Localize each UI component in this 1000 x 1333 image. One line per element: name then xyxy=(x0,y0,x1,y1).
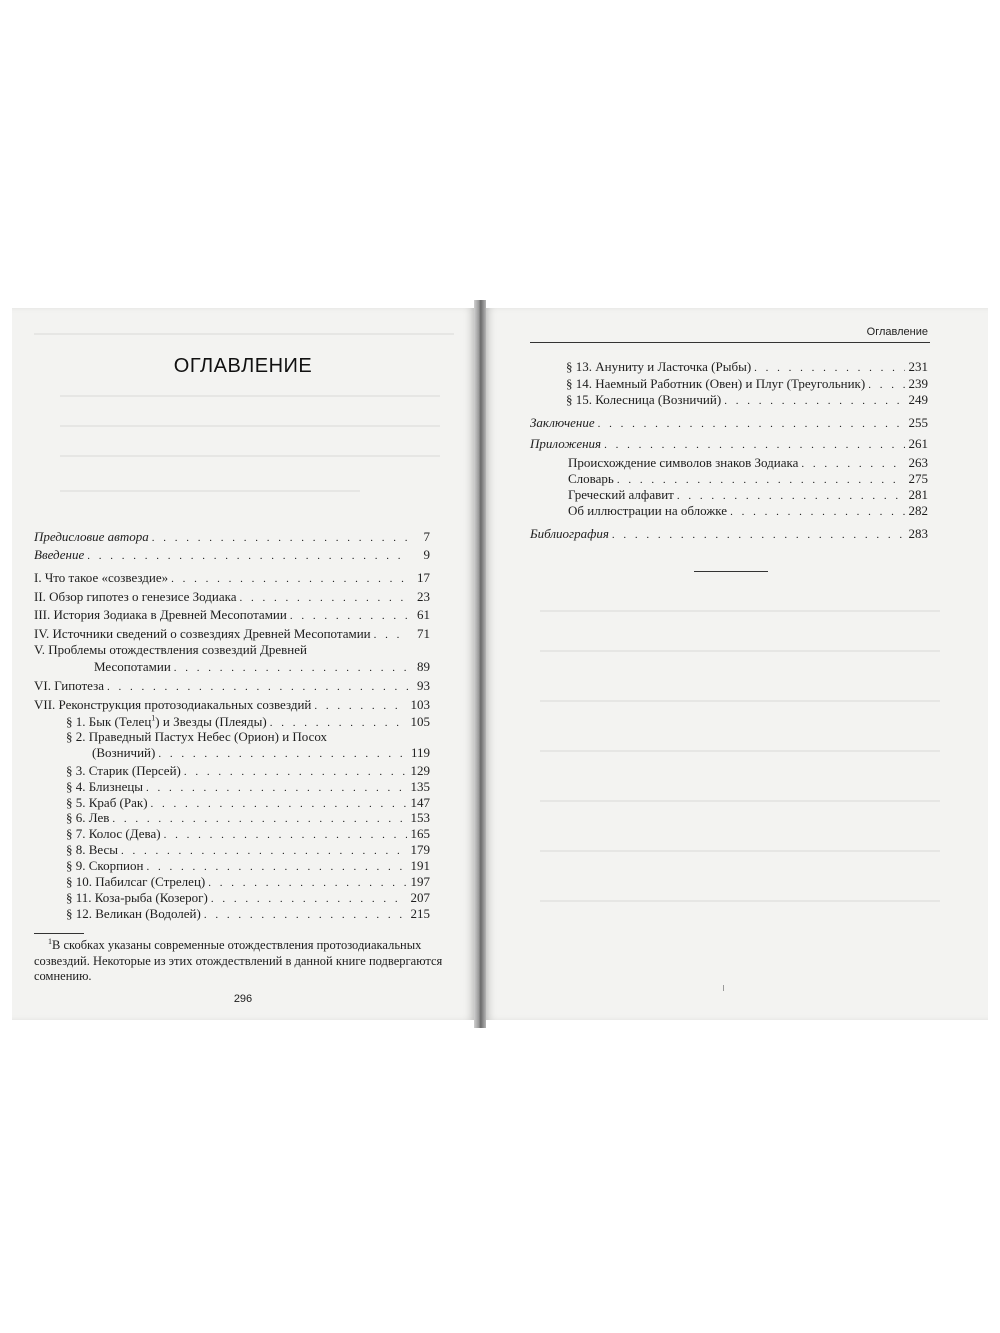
footnote-ref: 1 xyxy=(151,713,156,723)
toc-entry: Словарь . . . 275 xyxy=(568,471,928,488)
footnote-text: В скобках указаны современные отождествления протозодиакальных созвездий. Некоторые из этих отождествлений в данной книге подвергаются сомнению. xyxy=(34,938,443,983)
toc-entry: § 13. Ануниту и Ласточка (Рыбы) . . . 231 xyxy=(566,359,928,376)
footnote xyxy=(34,938,444,985)
toc-entry: § 10. Пабилсаг (Стрелец) . . . 197 xyxy=(66,874,430,891)
footnote-mark: 1 xyxy=(48,936,52,946)
toc-entry: I. Что такое «созвездие» . . . 17 xyxy=(34,570,430,587)
toc-entry: II. Обзор гипотез о генезисе Зодиака . . . 23 xyxy=(34,589,430,606)
toc-entry: VII. Реконструкция протозодиакальных созвездий . . . 103 xyxy=(34,697,430,714)
page-number: 296 xyxy=(233,993,253,1005)
toc-entry: § 1. Бык (Телец$^1$) и Звезды (Плеяды) . . . 105 xyxy=(66,714,430,731)
toc-entry: § 9. Скорпион . . . 191 xyxy=(66,858,430,875)
book-spine xyxy=(474,300,486,1028)
show-through xyxy=(540,850,940,852)
show-through xyxy=(60,490,360,492)
show-through xyxy=(540,800,940,802)
show-through xyxy=(540,750,940,752)
footnote-rule xyxy=(34,933,84,934)
toc-entry: III. История Зодиака в Древней Месопотамии . . . 61 xyxy=(34,607,430,624)
toc-entry: IV. Источники сведений о созвездиях Древней Месопотамии . . . 71 xyxy=(34,626,430,643)
show-through xyxy=(540,700,940,702)
show-through xyxy=(60,395,440,397)
section-end-rule xyxy=(694,571,768,572)
toc-entry: § 15. Колесница (Возничий) . . . 249 xyxy=(566,392,928,409)
toc-entry: Предисловие автора . . . 7 xyxy=(34,529,430,546)
toc-entry: § 4. Близнецы . . . 135 xyxy=(66,779,430,796)
print-mark xyxy=(723,985,724,991)
toc-entry: § 6. Лев . . . 153 xyxy=(66,810,430,827)
toc-entry: VI. Гипотеза . . . 93 xyxy=(34,678,430,695)
show-through xyxy=(34,333,454,335)
toc-entry: Об иллюстрации на обложке . . . 282 xyxy=(568,503,928,520)
toc-entry: § 8. Весы . . . 179 xyxy=(66,842,430,859)
show-through xyxy=(60,425,440,427)
toc-entry: Приложения . . . 261 xyxy=(530,436,928,453)
page-title: ОГЛАВЛЕНИЕ xyxy=(173,355,313,377)
toc-entry: (Возничий) . . . 119 xyxy=(92,745,430,762)
toc-entry: § 12. Великан (Водолей) . . . 215 xyxy=(66,906,430,923)
toc-entry: Библиография . . . 283 xyxy=(530,526,928,543)
show-through xyxy=(540,900,940,902)
toc-entry: Заключение . . . 255 xyxy=(530,415,928,432)
toc-entry-first-line: § 2. Праведный Пастух Небес (Орион) и Посох xyxy=(66,729,328,744)
toc-entry: Введение . . . 9 xyxy=(34,547,430,564)
show-through xyxy=(540,610,940,612)
toc-entry: § 14. Наемный Работник (Овен) и Плуг (Треугольник) . . . 239 xyxy=(566,376,928,393)
show-through xyxy=(540,650,940,652)
toc-entry: Греческий алфавит . . . 281 xyxy=(568,487,928,504)
toc-entry: § 5. Краб (Рак) . . . 147 xyxy=(66,795,430,812)
toc-entry: Происхождение символов знаков Зодиака . . . 263 xyxy=(568,455,928,472)
toc-entry: § 7. Колос (Дева) . . . 165 xyxy=(66,826,430,843)
toc-entry: Месопотамии . . . 89 xyxy=(94,659,430,676)
toc-entry-first-line: V. Проблемы отождествления созвездий Древней xyxy=(34,642,307,657)
header-rule xyxy=(530,342,930,343)
show-through xyxy=(60,455,440,457)
toc-entry: § 3. Старик (Персей) . . . 129 xyxy=(66,763,430,780)
running-head: Оглавление xyxy=(866,326,928,338)
toc-entry: § 11. Коза-рыба (Козерог) . . . 207 xyxy=(66,890,430,907)
